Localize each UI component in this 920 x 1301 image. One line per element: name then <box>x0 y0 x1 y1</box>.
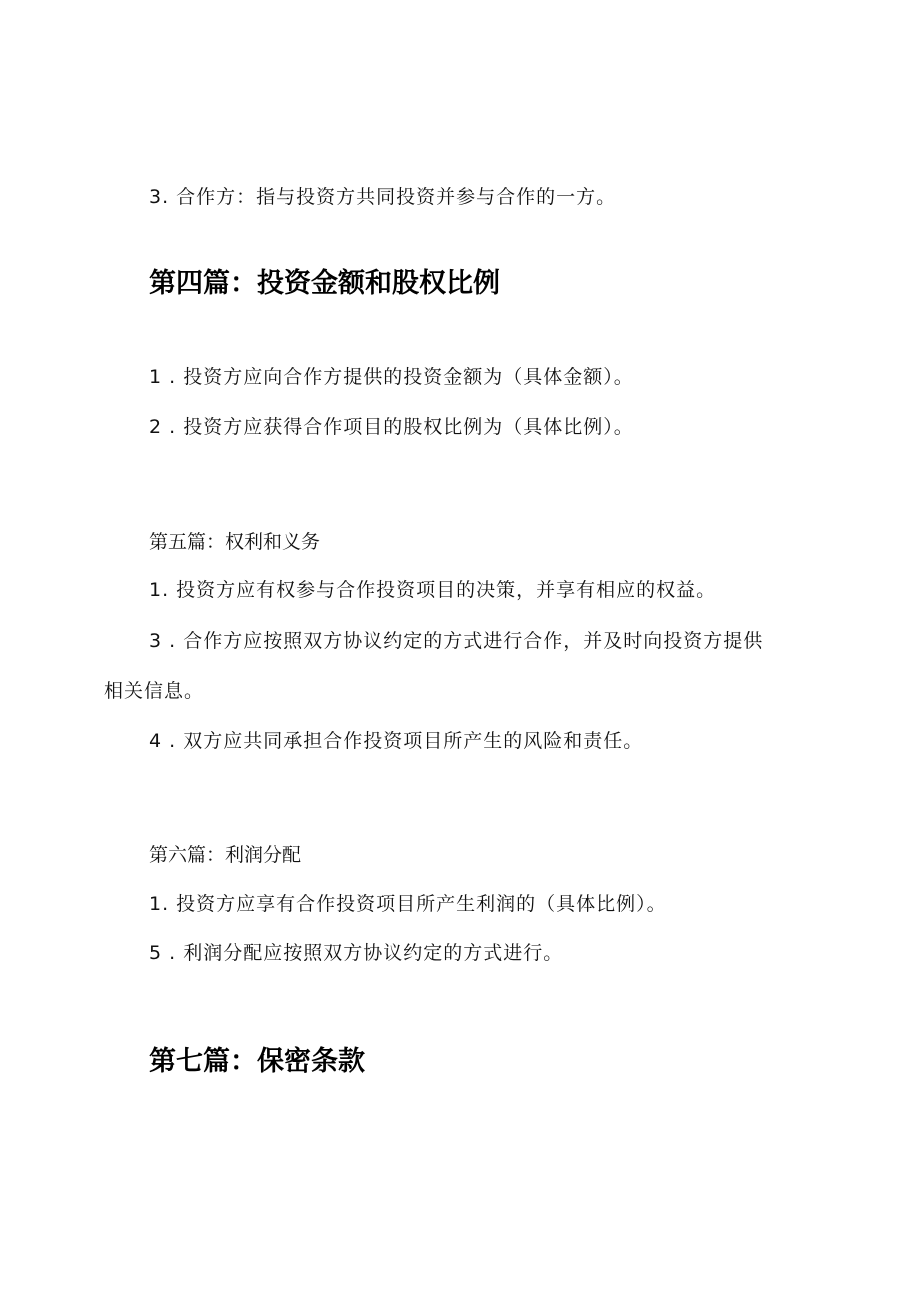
section-5-item-4: 4 . 双方应共同承担合作投资项目所产生的风险和责任。 <box>149 730 644 752</box>
section-5-item-3: 3 . 合作方应按照双方协议约定的方式进行合作，并及时向投资方提供 <box>149 630 764 652</box>
section-5-title: 第五篇：权利和义务 <box>149 531 321 553</box>
section-5-item-1: 1. 投资方应有权参与合作投资项目的决策，并享有相应的权益。 <box>149 579 717 601</box>
section-4-item-2: 2 . 投资方应获得合作项目的股权比例为（具体比例）。 <box>149 416 634 438</box>
section-4-title: 第四篇：投资金额和股权比例 <box>149 268 500 299</box>
definition-item-3: 3. 合作方：指与投资方共同投资并参与合作的一方。 <box>149 186 617 208</box>
section-7-title: 第七篇：保密条款 <box>149 1046 365 1077</box>
section-6-title: 第六篇：利润分配 <box>149 844 302 866</box>
section-6-item-5: 5 . 利润分配应按照双方协议约定的方式进行。 <box>149 942 564 964</box>
section-4-item-1: 1 . 投资方应向合作方提供的投资金额为（具体金额）。 <box>149 366 634 388</box>
section-6-item-1: 1. 投资方应享有合作投资项目所产生利润的（具体比例）。 <box>149 893 667 915</box>
section-5-item-3-continuation: 相关信息。 <box>104 680 205 702</box>
